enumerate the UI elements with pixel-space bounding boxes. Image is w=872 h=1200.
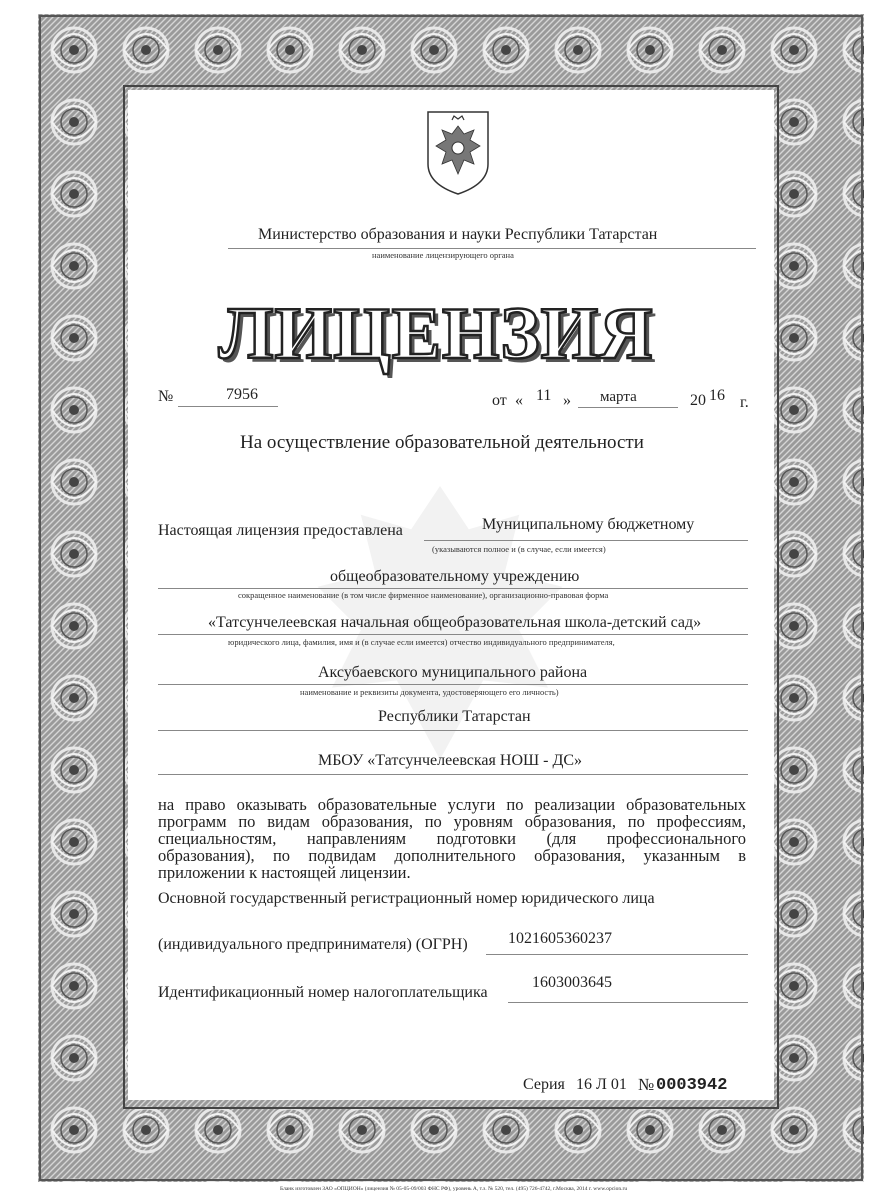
ogrn-label1: Основной государственный регистрационный номер юридического лица (158, 890, 655, 907)
series-label: Серия (523, 1076, 565, 1093)
year-unit: г. (740, 394, 749, 411)
grantee-underline5 (158, 730, 748, 731)
ministry-name: Министерство образования и науки Республики Татарстан (258, 226, 658, 243)
year-prefix: 20 (690, 392, 706, 409)
number-label: № (158, 388, 174, 405)
ogrn-line (486, 954, 748, 955)
date-month: марта (600, 389, 637, 405)
grantee-line5: Республики Татарстан (378, 708, 531, 725)
grantee-underline1 (424, 540, 748, 541)
ogrn-value: 1021605360237 (508, 930, 612, 947)
inn-value: 1603003645 (532, 974, 612, 991)
license-number: 7956 (226, 386, 258, 403)
series-code: 16 Л 01 (576, 1076, 627, 1093)
date-prefix: от (492, 392, 507, 409)
month-line (578, 407, 678, 408)
grantee-short-name: МБОУ «Татсунчелеевская НОШ - ДС» (318, 752, 583, 769)
grantee-caption4: наименование и реквизиты документа, удостоверяющего его личность) (300, 687, 559, 697)
rights-line: на право оказывать образовательные услуги по реализации образовательных (158, 795, 746, 814)
quote-open: « (515, 392, 523, 409)
rights-line: программ по видам образования, по уровням образования, по профессиям, (158, 812, 746, 831)
grantee-underline6 (158, 774, 748, 775)
grantee-line1: Муниципальному бюджетному (482, 516, 695, 533)
grantee-line3: «Татсунчелеевская начальная общеобразовательная школа-детский сад» (208, 614, 702, 631)
rights-line: специальностям, направлениям подготовки (для профессионального (158, 829, 746, 848)
grantee-line2: общеобразовательному учреждению (330, 568, 580, 585)
rights-text (158, 796, 746, 881)
number-line (178, 406, 278, 407)
grantee-caption3: юридического лица, фамилия, имя и (в случае если имеется) отчество индивидуального предпринимателя, (228, 637, 615, 647)
grantee-intro: Настоящая лицензия предоставлена (158, 522, 403, 539)
inn-label: Идентификационный номер налогоплательщика (158, 984, 488, 1001)
license-title: ЛИЦЕНЗИЯ (218, 293, 654, 375)
year-suffix: 16 (709, 387, 725, 404)
rights-line: приложении к настоящей лицензии. (158, 863, 411, 882)
grantee-underline4 (158, 684, 748, 685)
coat-of-arms-icon (424, 108, 492, 201)
ministry-caption: наименование лицензирующего органа (372, 250, 514, 260)
grantee-caption1: (указываются полное и (в случае, если имеется) (432, 544, 606, 554)
grantee-underline2 (158, 588, 748, 589)
ministry-line (228, 248, 756, 249)
date-day: 11 (536, 387, 552, 404)
quote-close: » (563, 392, 571, 409)
series-number: 0003942 (656, 1076, 728, 1095)
printer-note: Бланк изготовлен ЗАО «ОПЦИОН» (лицензия № 05-05-09/003 ФНС РФ), уровень А, т.з. № 520, тел. (495) 726-4742, г.Москва, 2014 г. www.opcion.ru (280, 1186, 628, 1192)
series-number-label: № (638, 1075, 655, 1094)
ogrn-label2: (индивидуального предпринимателя) (ОГРН) (158, 936, 468, 953)
grantee-underline3 (158, 634, 748, 635)
grantee-line4: Аксубаевского муниципального района (318, 664, 588, 681)
license-purpose: На осуществление образовательной деятельности (240, 432, 644, 453)
grantee-caption2: сокращенное наименование (в том числе фирменное наименование), организационно-правовая форма (238, 590, 609, 600)
rights-line: образования), по подвидам дополнительного образования, указанным в (158, 846, 746, 865)
inn-line (508, 1002, 748, 1003)
